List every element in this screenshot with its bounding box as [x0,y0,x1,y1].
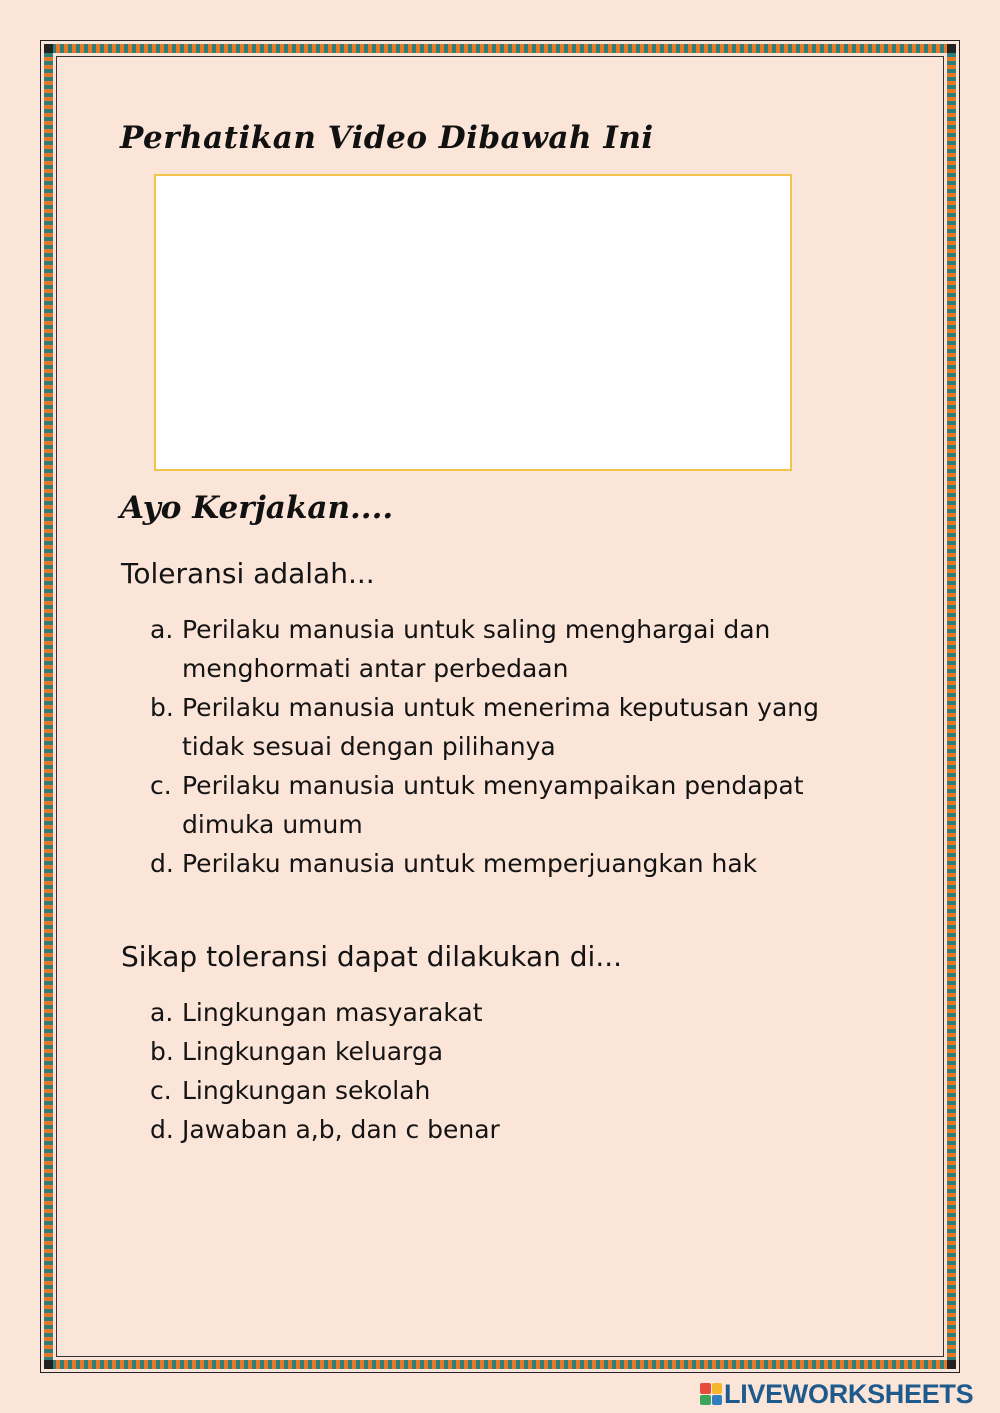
question-1: Toleransi adalah... [121,557,375,590]
option-text: Lingkungan keluarga [182,1037,444,1066]
corner-ornament [44,44,53,53]
liveworksheets-brand[interactable] [700,1378,973,1410]
logo-square [712,1383,723,1394]
corner-ornament [947,44,956,53]
option-letter: c. [150,1076,172,1105]
decorative-border-right [947,44,956,1369]
option-text: Perilaku manusia untuk menyampaikan pendapat dimuka umum [182,771,804,839]
option-2d[interactable] [150,1110,870,1149]
option-letter: b. [150,1037,174,1066]
question-2: Sikap toleransi dapat dilakukan di... [121,940,623,973]
liveworksheets-logo-icon [700,1383,722,1405]
logo-square [712,1395,723,1406]
option-text: Perilaku manusia untuk saling menghargai dan menghormati antar perbedaan [182,615,771,683]
video-player[interactable] [154,174,792,471]
option-text: Perilaku manusia untuk memperjuangkan hak [182,849,758,878]
exercise-heading: Ayo Kerjakan.... [120,490,394,526]
decorative-border-bottom [44,1360,956,1369]
brand-name: LIVEWORKSHEETS [724,1378,974,1409]
corner-ornament [44,1360,53,1369]
option-letter: d. [150,1115,174,1144]
option-letter: d. [150,849,174,878]
option-2c[interactable] [150,1071,870,1110]
logo-square [700,1395,711,1406]
option-1d[interactable] [150,844,870,883]
question-2-options [150,993,870,1149]
corner-ornament [947,1360,956,1369]
option-1a[interactable] [150,610,870,688]
option-letter: a. [150,998,174,1027]
option-2b[interactable] [150,1032,870,1071]
question-1-options [150,610,870,883]
option-text: Lingkungan sekolah [182,1076,431,1105]
option-text: Perilaku manusia untuk menerima keputusan yang tidak sesuai dengan pilihanya [182,693,820,761]
option-2a[interactable] [150,993,870,1032]
option-text: Jawaban a,b, dan c benar [182,1115,500,1144]
video-heading: Perhatikan Video Dibawah Ini [120,120,654,156]
logo-square [700,1383,711,1394]
decorative-border-top [44,44,956,53]
decorative-border-left [44,44,53,1369]
option-letter: b. [150,693,174,722]
option-text: Lingkungan masyarakat [182,998,483,1027]
option-1b[interactable] [150,688,870,766]
option-letter: c. [150,771,172,800]
option-letter: a. [150,615,174,644]
option-1c[interactable] [150,766,870,844]
